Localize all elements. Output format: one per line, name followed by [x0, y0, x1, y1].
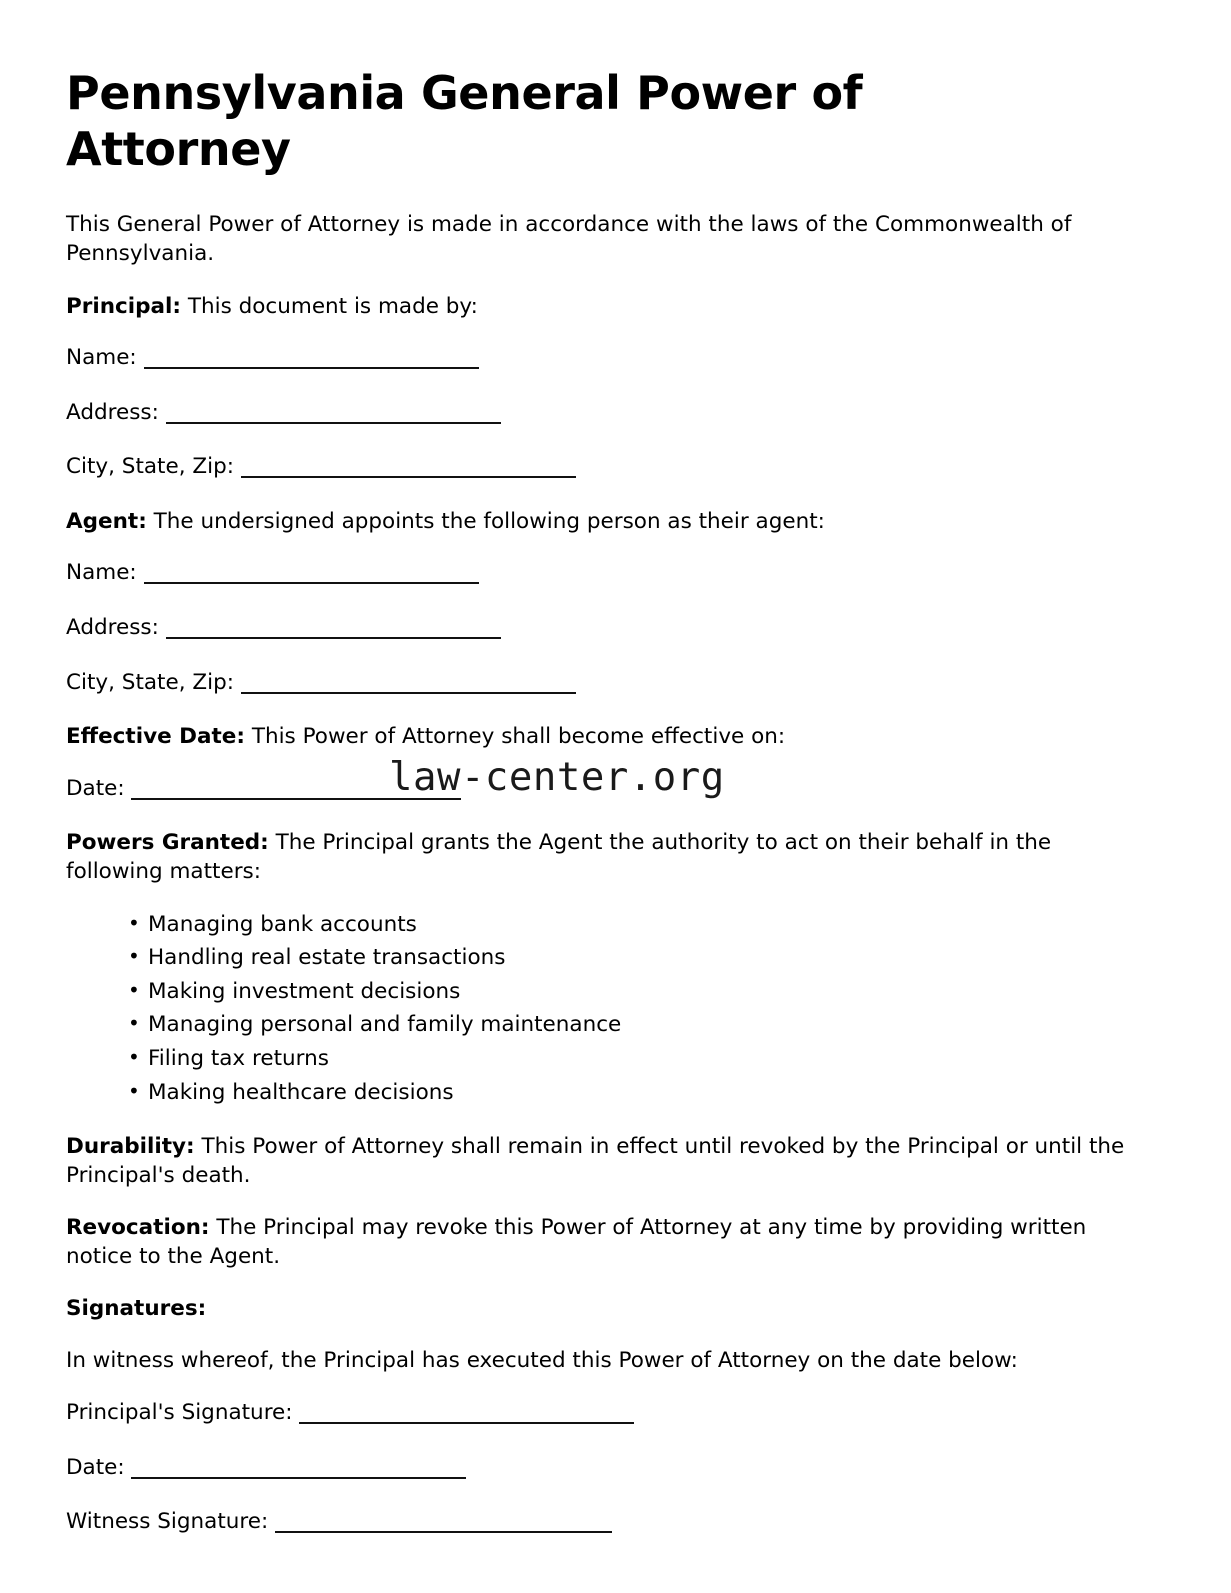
- signatures-heading: Signatures:: [66, 1295, 207, 1321]
- powers-heading: [66, 829, 1136, 886]
- agent-city-blank[interactable]: [241, 692, 576, 694]
- list-item: • Making healthcare decisions: [128, 1079, 1165, 1108]
- principal-city-row: [66, 453, 1165, 482]
- revocation-paragraph: [66, 1214, 1136, 1271]
- principal-signature-label: Principal's Signature:: [66, 1400, 293, 1426]
- intro-paragraph: This General Power of Attorney is made in accordance with the laws of the Commonwealth of Pennsylvania.: [66, 212, 1072, 266]
- durability-label: Durability:: [66, 1134, 195, 1160]
- agent-name-blank[interactable]: [144, 582, 479, 584]
- principal-address-blank[interactable]: [166, 422, 501, 424]
- list-item: • Making investment decisions: [128, 978, 1165, 1007]
- principal-signature-row: [66, 1399, 1165, 1428]
- list-item: • Managing bank accounts: [128, 911, 1165, 940]
- agent-name-label: Name:: [66, 560, 137, 586]
- signature-date-row: [66, 1454, 1165, 1483]
- signature-date-blank[interactable]: [131, 1477, 466, 1479]
- principal-label: Principal:: [66, 293, 182, 319]
- agent-address-row: [66, 614, 1165, 643]
- powers-heading-rest: The Principal grants the Agent the authority to act on their behalf in the following matters:: [66, 830, 1052, 885]
- principal-address-row: [66, 399, 1165, 428]
- agent-heading-rest: The undersigned appoints the following person as their agent:: [146, 508, 825, 534]
- revocation-label: Revocation:: [66, 1215, 210, 1241]
- effective-date-heading: [66, 723, 1136, 752]
- list-item: • Handling real estate transactions: [128, 944, 1165, 973]
- durability-paragraph: [66, 1133, 1136, 1190]
- agent-name-row: [66, 559, 1165, 588]
- principal-name-label: Name:: [66, 345, 137, 371]
- principal-name-blank[interactable]: [144, 367, 479, 369]
- signature-date-label: Date:: [66, 1454, 125, 1480]
- principal-city-label: City, State, Zip:: [66, 454, 234, 480]
- list-item: • Filing tax returns: [128, 1045, 1165, 1074]
- page-title: Pennsylvania General Power of Attorney: [66, 66, 863, 176]
- witness-signature-blank[interactable]: [275, 1531, 612, 1533]
- agent-address-label: Address:: [66, 615, 159, 641]
- revocation-text: The Principal may revoke this Power of Attorney at any time by providing written notice to the Agent.: [66, 1215, 1087, 1269]
- effective-date-blank[interactable]: [131, 798, 461, 800]
- witness-statement: In witness whereof, the Principal has executed this Power of Attorney on the date below:: [66, 1347, 1018, 1373]
- witness-signature-row: [66, 1508, 1165, 1537]
- principal-heading: [66, 293, 1136, 322]
- agent-address-blank[interactable]: [166, 637, 501, 639]
- principal-address-label: Address:: [66, 399, 159, 425]
- principal-name-row: [66, 344, 1165, 373]
- agent-city-row: [66, 669, 1165, 698]
- list-item: • Managing personal and family maintenance: [128, 1011, 1165, 1040]
- agent-label: Agent:: [66, 508, 147, 534]
- powers-label: Powers Granted:: [66, 830, 269, 856]
- principal-signature-blank[interactable]: [299, 1422, 634, 1424]
- durability-text: This Power of Attorney shall remain in effect until revoked by the Principal or until the Principal's death.: [66, 1134, 1125, 1188]
- principal-heading-rest: This document is made by:: [181, 293, 478, 319]
- principal-city-blank[interactable]: [241, 476, 576, 478]
- powers-list: [66, 911, 1165, 1108]
- agent-heading: [66, 508, 1136, 537]
- effective-date-label: Effective Date:: [66, 724, 245, 750]
- effective-date-row: [66, 775, 1165, 804]
- agent-city-label: City, State, Zip:: [66, 669, 234, 695]
- effective-date-heading-rest: This Power of Attorney shall become effective on:: [244, 724, 786, 750]
- effective-date-field-label: Date:: [66, 775, 125, 801]
- witness-signature-label: Witness Signature:: [66, 1509, 269, 1535]
- watermark-law-center: law-center.org: [389, 755, 725, 800]
